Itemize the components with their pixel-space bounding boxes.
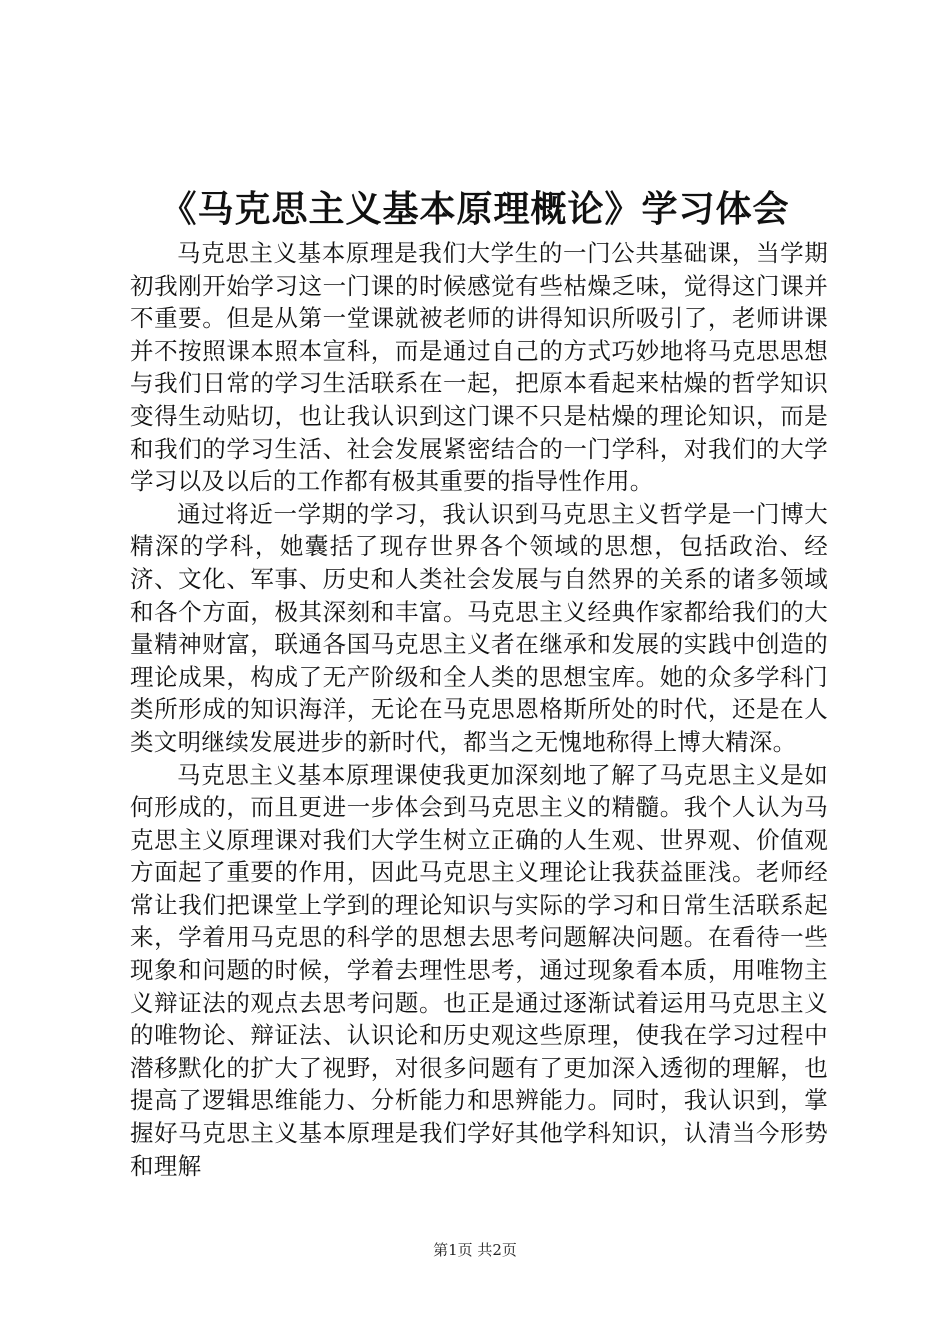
- document-body: [130, 237, 828, 1182]
- page-number-footer: 第1页 共2页: [433, 1241, 517, 1259]
- document-title: 《马克思主义基本原理概论》学习体会: [160, 188, 790, 230]
- paragraph-1: 马克思主义基本原理是我们大学生的一门公共基础课，当学期初我刚开始学习这一门课的时候感觉有些枯燥乏味，觉得这门课并不重要。但是从第一堂课就被老师的讲得知识所吸引了，老师讲课并不按照课本照本宣科，而是通过自己的方式巧妙地将马克思思想与我们日常的学习生活联系在一起，把原本看起来枯燥的哲学知识变得生动贴切，也让我认识到这门课不只是枯燥的理论知识，而是和我们的学习生活、社会发展紧密结合的一门学科，对我们的大学学习以及以后的工作都有极其重要的指导性作用。: [130, 239, 828, 496]
- paragraph-3: 马克思主义基本原理课使我更加深刻地了解了马克思主义是如何形成的，而且更进一步体会到马克思主义的精髓。我个人认为马克思主义原理课对我们大学生树立正确的人生观、世界观、价值观方面起了重要的作用，因此马克思主义理论让我获益匪浅。老师经常让我们把课堂上学到的理论知识与实际的学习和日常生活联系起来，学着用马克思的科学的思想去思考问题解决问题。在看待一些现象和问题的时候，学着去理性思考，通过现象看本质，用唯物主义辩证法的观点去思考问题。也正是通过逐渐试着运用马克思主义的唯物论、辩证法、认识论和历史观这些原理，使我在学习过程中潜移默化的扩大了视野，对很多问题有了更加深入透彻的理解，也提高了逻辑思维能力、分析能力和思辨能力。同时，我认识到，掌握好马克思主义基本原理是我们学好其他学科知识，认清当今形势和理解: [130, 760, 828, 1180]
- paragraph-2: 通过将近一学期的学习，我认识到马克思主义哲学是一门博大精深的学科，她囊括了现存世界各个领域的思想，包括政治、经济、文化、军事、历史和人类社会发展与自然界的关系的诸多领域和各个方面，极其深刻和丰富。马克思主义经典作家都给我们的大量精神财富，联通各国马克思主义者在继承和发展的实践中创造的理论成果，构成了无产阶级和全人类的思想宝库。她的众多学科门类所形成的知识海洋，无论在马克思恩格斯所处的时代，还是在人类文明继续发展进步的新时代，都当之无愧地称得上博大精深。: [130, 499, 828, 756]
